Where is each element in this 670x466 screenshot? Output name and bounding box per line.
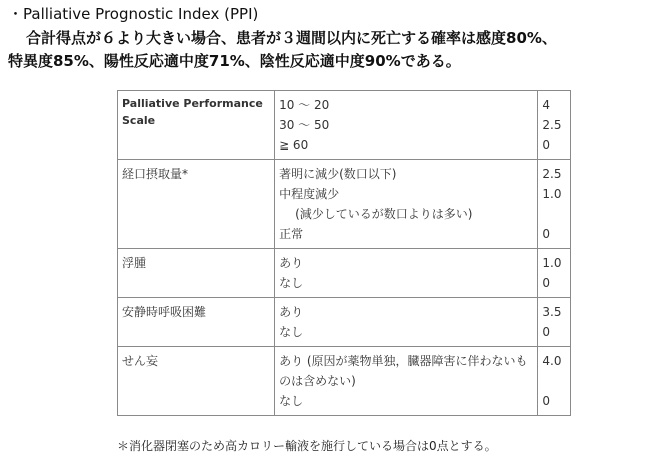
item-cell	[118, 91, 275, 160]
table-row	[118, 347, 571, 416]
table-row	[118, 160, 571, 249]
option-text: あり (原因が薬物単独，臓器障害に伴わないものは含めない)	[279, 354, 528, 388]
item-label: Scale	[122, 114, 156, 127]
intro-line-1: 合計得点が６より大きい場合、患者が３週間以内に死亡する確率は感度80%、	[26, 29, 557, 47]
points-value: 0	[542, 394, 551, 408]
points-value: 1.0	[542, 256, 562, 270]
table-row	[118, 298, 571, 347]
points-cell	[538, 249, 571, 298]
item-label: 安静時呼吸困難	[122, 305, 207, 319]
option-text: あり	[279, 305, 304, 319]
footnote: ＊消化器閉塞のため高カロリー輸液を施行している場合は0点とする。	[117, 439, 497, 453]
item-cell	[118, 160, 275, 249]
section-heading: ・Palliative Prognostic Index (PPI)	[8, 5, 259, 23]
item-cell	[118, 249, 275, 298]
option-cell	[275, 160, 538, 249]
points-value: 4.0	[542, 354, 562, 368]
option-text: あり	[279, 256, 304, 270]
option-text: 中程度減少	[279, 187, 340, 201]
table-row	[118, 249, 571, 298]
item-label: Palliative Performance	[122, 97, 263, 110]
ppi-score-table	[117, 90, 571, 416]
points-value: 1.0	[542, 187, 562, 201]
option-cell	[275, 347, 538, 416]
option-text: なし	[279, 276, 304, 290]
item-label: 浮腫	[122, 256, 147, 270]
option-text: ≧ 60	[279, 138, 309, 152]
points-cell	[538, 347, 571, 416]
points-value: 2.5	[542, 167, 562, 181]
table-row	[118, 91, 571, 160]
points-value: 2.5	[542, 118, 562, 132]
points-value: 0	[542, 138, 551, 152]
option-cell	[275, 249, 538, 298]
option-text: (減少しているが数口よりは多い)	[295, 207, 473, 221]
option-cell	[275, 298, 538, 347]
points-value: 0	[542, 276, 551, 290]
points-value: 3.5	[542, 305, 562, 319]
points-cell	[538, 91, 571, 160]
item-cell	[118, 298, 275, 347]
points-value	[542, 204, 566, 224]
option-cell	[275, 91, 538, 160]
points-cell	[538, 160, 571, 249]
item-label: せん妄	[122, 354, 159, 368]
option-text: 著明に減少(数口以下)	[279, 167, 397, 181]
item-cell	[118, 347, 275, 416]
option-text: 30 ～ 50	[279, 118, 330, 132]
option-text: 10 ～ 20	[279, 98, 330, 112]
option-text: 正常	[279, 227, 304, 241]
option-text: なし	[279, 325, 304, 339]
item-label: 経口摂取量*	[122, 167, 189, 181]
option-text: なし	[279, 394, 304, 408]
intro-paragraph	[8, 27, 664, 73]
points-value: 4	[542, 98, 551, 112]
intro-line-2: 特異度85%、陽性反応適中度71%、陰性反応適中度90%である。	[8, 52, 461, 70]
points-value	[542, 371, 566, 391]
points-cell	[538, 298, 571, 347]
points-value: 0	[542, 325, 551, 339]
points-value: 0	[542, 227, 551, 241]
